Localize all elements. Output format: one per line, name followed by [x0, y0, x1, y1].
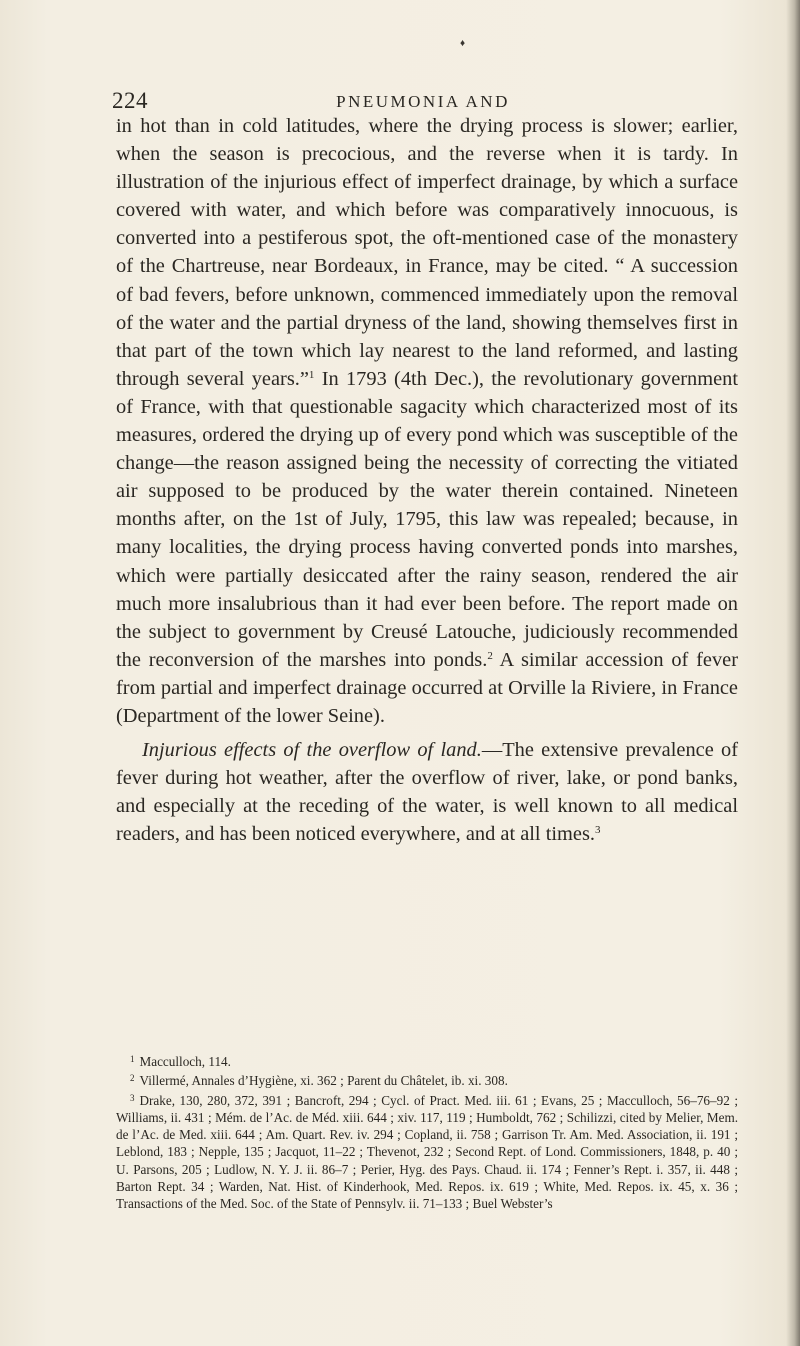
paragraph-text: A similar accession of fever from partial and imperfect drainage occurred at Orville la Riviere, in France (Department of the lower Seine). — [116, 648, 738, 727]
footnote-ref: 2 — [487, 649, 493, 662]
running-head: PNEUMONIA AND — [336, 92, 510, 111]
page-number: 224 — [112, 88, 148, 113]
paragraph — [116, 736, 738, 848]
paragraph — [116, 112, 738, 730]
footnotes — [116, 1051, 738, 1213]
paragraph-text: in hot than in cold latitudes, where the drying process is slower; earlier, when the season is precocious, and the reverse when it is tardy. In illustration of the injurious effect of imperfect drainage, by which a surface covered with water, and which before was comparatively innocuous, is converted into a pestiferous spot, the oft-mentioned case of the monastery of the Chartreuse, near Bordeaux, in France, may be cited. “ A succession of bad fevers, before unknown, commenced immediately upon the removal of the water and the partial dryness of the land, showing themselves first in that part of the town which lay nearest to the land reformed, and lasting through several years.” — [116, 115, 738, 390]
footnote — [116, 1090, 738, 1213]
footnote-number: 2 — [130, 1073, 135, 1084]
footnote — [116, 1070, 738, 1089]
footnote-text: Drake, 130, 280, 372, 391 ; Bancroft, 294 ; Cycl. of Pract. Med. iii. 61 ; Evans, 25 ; Macculloch, 56–76–92 ; Williams, ii. 431 ; Mém. de l’Ac. de Méd. xiii. 644 ; xiv. 117, 119 ; Humboldt, 762 ; Schilizzi, cited by Melier, Mem. de l’Ac. de Med. xiii. 644 ; Am. Quart. Rev. iv. 294 ; Copland, ii. 758 ; Garrison Tr. Am. Med. Association, ii. 191 ; Leblond, 183 ; Nepple, 135 ; Jacquot, 11–22 ; Thevenot, 232 ; Second Rept. of Lond. Commissioners, 1848, p. 40 ; U. Parsons, 205 ; Ludlow, N. Y. J. ii. 86–7 ; Perier, Hyg. des Pays. Chaud. ii. 174 ; Fenner’s Rept. i. 357, ii. 448 ; Barton Rept. 34 ; Warden, Nat. Hist. of Kinderhook, Med. Repos. ix. 619 ; White, Med. Repos. ix. 45, x. 36 ; Transactions of the Med. Soc. of the State of Pennsylv. ii. 71–133 ; Buel Webster’s — [116, 1092, 738, 1212]
paragraph-text: —The extensive prevalence of fever during hot weather, after the overflow of river, lake, or pond banks, and especially at the receding of the water, is well known to all medical readers, and has been noticed everywhere, and at all times. — [116, 739, 738, 846]
paragraph-text: In 1793 (4th Dec.), the revolutionary government of France, with that questionable sagacity which characterized most of its measures, ordered the drying up of every pond which was susceptible of the change—the reason assigned being the necessity of correcting the vitiated air supposed to be produced by the water therein contained. Nineteen months after, on the 1st of July, 1795, this law was repealed; because, in many localities, the drying process having converted ponds into marshes, which were partially desiccated after the rainy season, rendered the air much more insalubrious than it had ever been before. The report made on the subject to government by Creusé Latouche, judiciously recommended the reconversion of the marshes into ponds. — [116, 367, 738, 671]
footnote-number: 1 — [130, 1054, 135, 1064]
footnote-ref: 1 — [308, 368, 315, 381]
footnote — [116, 1051, 738, 1070]
body-text — [116, 112, 738, 848]
ink-speck: ♦ — [460, 38, 466, 49]
section-heading: Injurious effects of the overflow of land. — [142, 739, 482, 762]
page-edge-shadow — [786, 0, 800, 1346]
footnote-text: Macculloch, 114. — [139, 1054, 231, 1069]
footnote-number: 3 — [130, 1092, 135, 1103]
footnote-ref: 3 — [594, 824, 601, 837]
footnote-text: Villermé, Annales d’Hygiène, xi. 362 ; Parent du Châtelet, ib. xi. 308. — [139, 1073, 508, 1089]
